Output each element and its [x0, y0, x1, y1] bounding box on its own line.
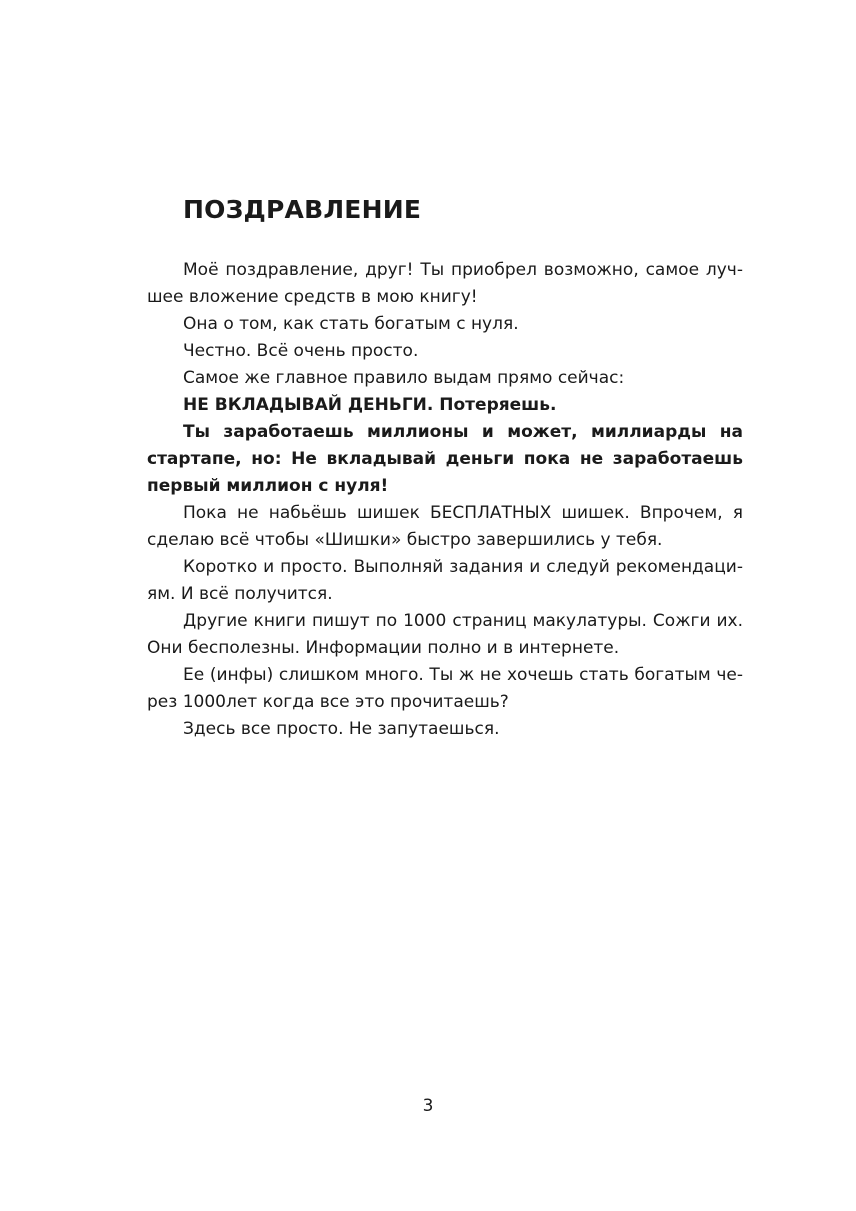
paragraph-short-simple: Коротко и просто. Выполняй задания и следуй рекомендациям. И всё получится.: [147, 557, 743, 604]
paragraph-free-bumps: Пока не набьёшь шишек БЕСПЛАТНЫХ шишек. Впрочем, я сделаю всё чтобы «Шишки» быстро завершились у тебя.: [147, 503, 743, 550]
paragraph-main-rule: НЕ ВКЛАДЫВАЙ ДЕНЬГИ. Потеряешь.: [183, 395, 557, 415]
paragraph-honestly: Честно. Всё очень просто.: [183, 341, 419, 361]
page-number: 3: [422, 1096, 434, 1116]
paragraph-greeting: Моё поздравление, друг! Ты приобрел возможно, самое лучшее вложение средств в мою книгу!: [147, 260, 743, 307]
chapter-body: [147, 257, 743, 743]
paragraph-main-rule-intro: Самое же главное правило выдам прямо сейчас:: [183, 368, 625, 388]
paragraph-other-books: Другие книги пишут по 1000 страниц макулатуры. Сожги их. Они бесполезны. Информации полно и в интернете.: [147, 611, 743, 658]
paragraph-startup-warning: Ты заработаешь миллионы и может, миллиарды на стартапе, но: Не вкладывай деньги пока не заработаешь первый миллион с нуля!: [147, 422, 743, 496]
paragraph-simple-here: Здесь все просто. Не запутаешься.: [183, 719, 500, 739]
paragraph-topic: Она о том, как стать богатым с нуля.: [183, 314, 519, 334]
paragraph-too-much-info: Ее (инфы) слишком много. Ты ж не хочешь стать богатым через 1000лет когда все это прочитаешь?: [147, 665, 743, 712]
chapter-heading: ПОЗДРАВЛЕНИЕ: [183, 195, 422, 224]
